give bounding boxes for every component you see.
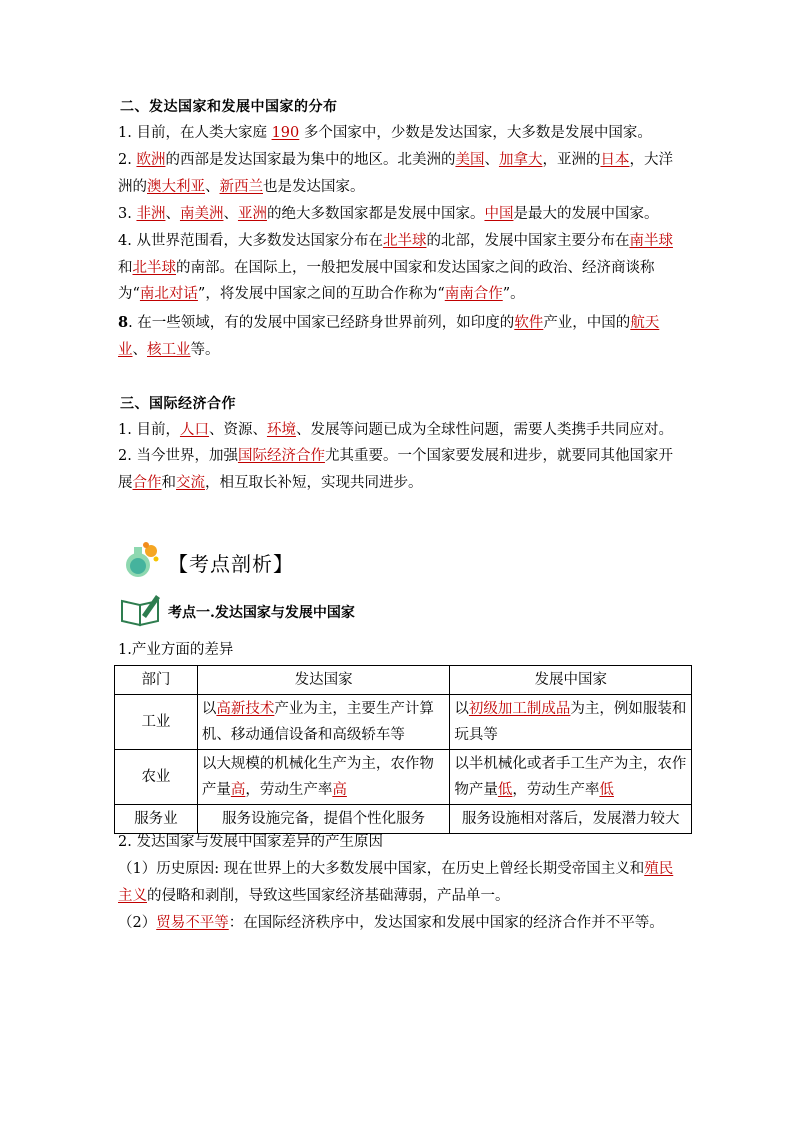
developed-cell: 以大规模的机械化生产为主，农作物产量高，劳动生产率高 (197, 750, 450, 805)
reason-trade: （2）贸易不平等：在国际经济秩序中，发达国家和发展中国家的经济合作并不平等。 (118, 915, 664, 931)
point-one-header (120, 596, 355, 628)
book-pencil-icon (120, 593, 162, 631)
table-header-row (115, 666, 692, 695)
section-2-title: 二、发达国家和发展中国家的分布 (120, 99, 338, 115)
paragraph-3-2: 2. 当今世界，加强国际经济合作尤其重要。一个国家要发展和进步，就要同其他国家开展合作和交流，相互取长补短，实现共同进步。 (118, 448, 673, 491)
paragraph-2-5: 8. 在一些领域，有的发展中国家已经跻身世界前列，如印度的软件产业，中国的航天业、核工业等。 (118, 314, 660, 358)
developing-cell: 服务设施相对落后，发展潜力较大 (450, 805, 692, 834)
dept-cell: 服务业 (115, 805, 198, 834)
dept-cell: 工业 (115, 695, 198, 750)
developed-cell: 以高新技术产业为主，主要生产计算机、移动通信设备和高级轿车等 (197, 695, 450, 750)
section-3-title: 三、国际经济合作 (120, 396, 236, 412)
analysis-heading (124, 540, 294, 584)
subheading-causes: 2. 发达国家与发展中国家差异的产生原因 (118, 834, 383, 850)
paragraph-2-4: 4. 从世界范围看，大多数发达国家分布在北半球的北部，发展中国家主要分布在南半球和北半球的南部。在国际上，一般把发展中国家和发达国家之间的政治、经济商谈称为“南北对话”，将发展中国家之间的互助合作称为“南南合作”。 (118, 233, 673, 302)
header-dept: 部门 (115, 666, 198, 695)
subheading-industry-diff: 1.产业方面的差异 (118, 642, 234, 658)
dept-cell: 农业 (115, 750, 198, 805)
table-row (115, 695, 692, 750)
comparison-table (114, 665, 692, 834)
point-one-title: 考点一.发达国家与发展中国家 (168, 605, 355, 621)
flask-icon (124, 539, 166, 585)
paragraph-2-3: 3. 非洲、南美洲、亚洲的绝大多数国家都是发展中国家。中国是最大的发展中国家。 (118, 206, 659, 222)
paragraph-2-2: 2. 欧洲的西部是发达国家最为集中的地区。北美洲的美国、加拿大，亚洲的日本，大洋洲的澳大利亚、新西兰也是发达国家。 (118, 152, 673, 195)
table-row (115, 750, 692, 805)
reason-history: （1）历史原因: 现在世界上的大多数发展中国家，在历史上曾经长期受帝国主义和殖民主义的侵略和剥削，导致这些国家经济基础薄弱，产品单一。 (118, 861, 674, 904)
analysis-title: 【考点剖析】 (168, 551, 294, 576)
developing-cell: 以半机械化或者手工生产为主，农作物产量低，劳动生产率低 (450, 750, 692, 805)
header-developed: 发达国家 (197, 666, 450, 695)
paragraph-3-1: 1. 目前，人口、资源、环境、发展等问题已成为全球性问题，需要人类携手共同应对。 (118, 422, 673, 438)
developed-cell: 服务设施完备，提倡个性化服务 (197, 805, 450, 834)
paragraph-2-1: 1. 目前，在人类大家庭 190 多个国家中，少数是发达国家，大多数是发展中国家。 (118, 125, 652, 141)
header-developing: 发展中国家 (450, 666, 692, 695)
developing-cell: 以初级加工制成品为主，例如服装和玩具等 (450, 695, 692, 750)
